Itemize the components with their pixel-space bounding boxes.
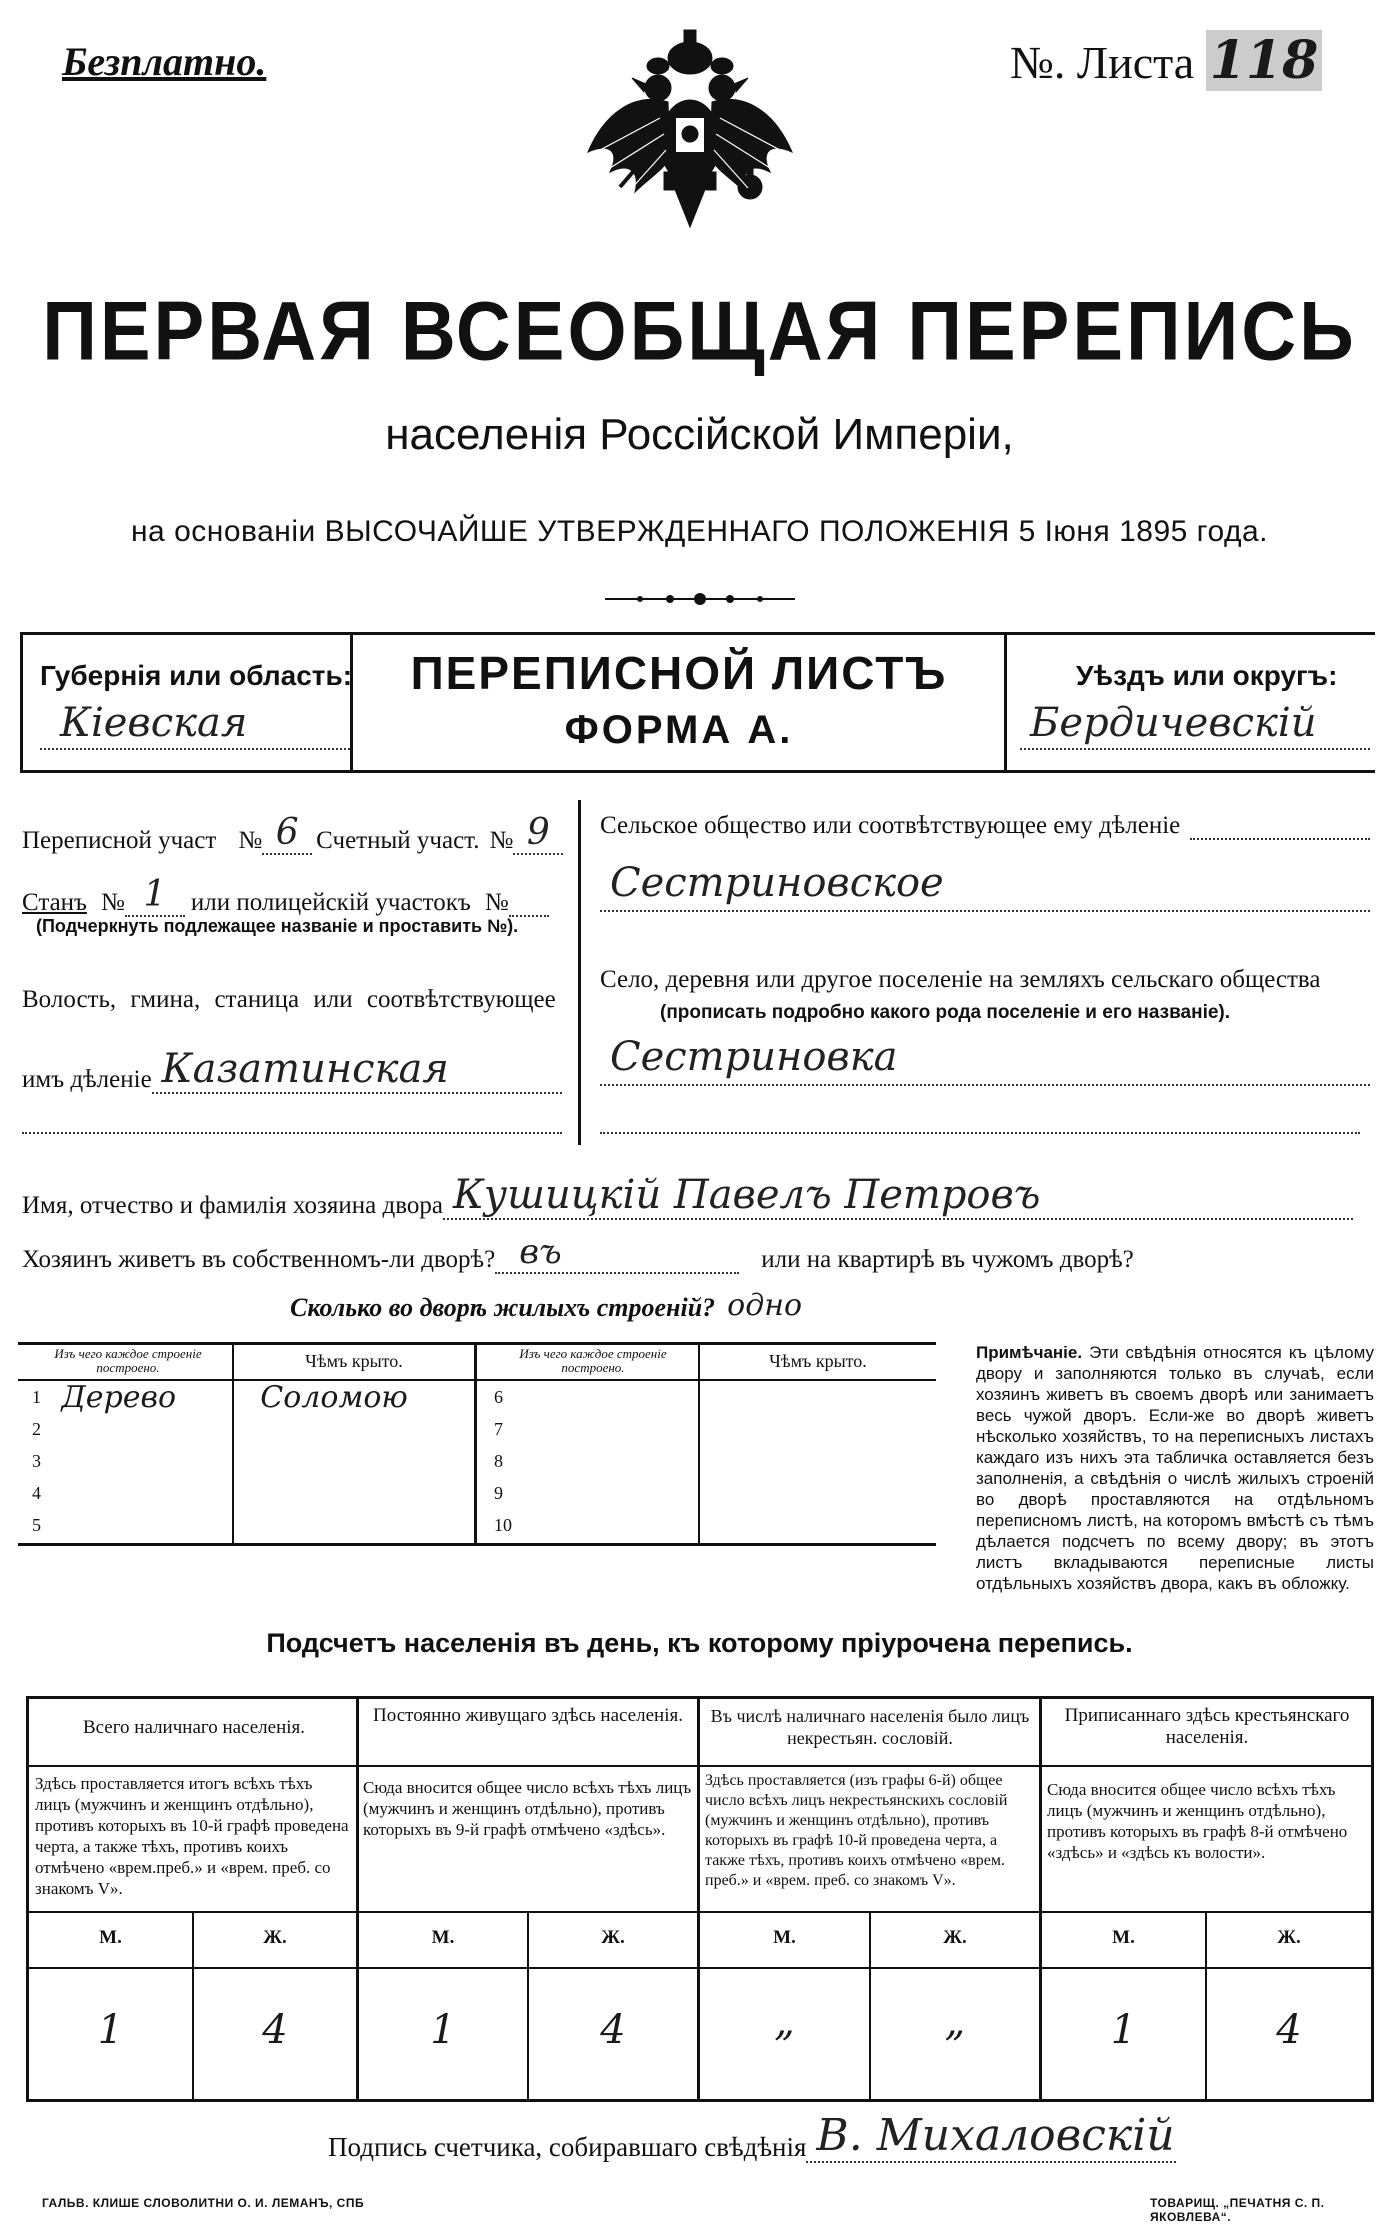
form-header-left-border (20, 632, 23, 770)
signature-label: Подпись счетчика, собиравшаго свѣдѣнія (328, 2132, 807, 2162)
sheet-number (1010, 30, 1322, 91)
uezd-label: Уѣздъ или округъ: (1076, 660, 1338, 691)
count-col4-desc: Сюда вносится общее число всѣхъ тѣхъ лицъ (мужчинъ и женщинъ отдѣльно), противъ которыхъ въ графѣ 8-й отмѣчено «здѣсь» и «здѣсь къ волости». (1047, 1780, 1348, 1862)
owner-name-row (22, 1172, 1353, 1220)
footer-left: ГАЛЬВ. КЛИШЕ СЛОВОЛИТНИ О. И. ЛЕМАНЪ, СПБ (42, 2196, 365, 2210)
count-col2-f-label: Ж. (601, 1927, 625, 1948)
owner-name-label: Имя, отчество и фамилія хозяина двора (22, 1192, 443, 1219)
schet-uchastok-num-label: № (489, 827, 514, 854)
volost-value: Казатинская (152, 1046, 562, 1094)
obshchestvo-row (600, 812, 1370, 840)
row-number: 1 (32, 1386, 41, 1407)
count-col1-m-value: 1 (97, 2007, 124, 2053)
count-col2-head: Постоянно живущаго здѣсь населенія. (373, 1705, 683, 1726)
count-col3-m-value: „ (774, 1999, 795, 2045)
owner-lives-row (22, 1232, 1134, 1274)
sheet-number-value: 118 (1206, 30, 1323, 91)
main-title: ПЕРВАЯ ВСЕОБЩАЯ ПЕРЕПИСЬ (42, 284, 1357, 379)
count-col3-head: Въ числѣ наличнаго населенія было лицъ некрестьян. сословій. (710, 1706, 1030, 1748)
table-row (480, 1477, 936, 1509)
table-row (480, 1413, 936, 1445)
obshchestvo-fill (1190, 838, 1370, 840)
count-col4-head: Приписаннаго здѣсь крестьянскаго населенія. (1064, 1705, 1350, 1748)
table-row (18, 1381, 474, 1413)
form-title: ПЕРЕПИСНОЙ ЛИСТЪ (410, 647, 948, 699)
delenie-label: имъ дѣленіе (22, 1066, 152, 1093)
selo-note: (прописать подробно какого рода поселеніе и его названіе). (660, 1002, 1231, 1023)
count-desc-line (29, 1911, 1371, 1913)
count-col1-m-label: М. (99, 1927, 122, 1948)
table-row (18, 1477, 474, 1509)
count-col3-m-label: М. (773, 1927, 796, 1948)
row-roof: Соломою (260, 1379, 408, 1415)
buildings-col-roof-right: Чѣмъ крыто. (769, 1351, 867, 1371)
row-number: 3 (32, 1450, 41, 1471)
perepis-uchastok-label: Переписной участ (22, 827, 217, 854)
buildings-table (18, 1342, 936, 1546)
perepis-uchastok-num-label: № (238, 827, 263, 854)
row-number: 8 (494, 1450, 503, 1471)
row-number: 7 (494, 1418, 503, 1439)
row-number: 5 (32, 1514, 41, 1535)
volost-extra-line (22, 1132, 562, 1134)
selo-value: Сестриновка (600, 1034, 1370, 1086)
location-divider (578, 800, 581, 1145)
selo-extra-line (600, 1132, 1360, 1134)
free-label: Безплатно. (62, 39, 267, 84)
underline-note: (Подчеркнуть подлежащее названіе и проставить №). (36, 916, 519, 936)
buildings-value: одно (727, 1288, 803, 1323)
note-block (976, 1342, 1374, 1594)
count-col4-f-label: Ж. (1277, 1927, 1301, 1948)
count-col4-m-label: М. (1112, 1927, 1135, 1948)
row-number: 6 (494, 1386, 503, 1407)
stan-value: 1 (125, 874, 185, 917)
count-col2-desc: Сюда вносится общее число всѣхъ тѣхъ лицъ (мужчинъ и женщинъ отдѣльно), противъ которыхъ въ 9-й графѣ отмѣчено «здѣсь». (363, 1778, 692, 1839)
schet-uchastok-value: 9 (513, 812, 563, 855)
row-number: 9 (494, 1482, 503, 1503)
table-row (18, 1509, 474, 1541)
perepis-uchastok-value: 6 (262, 812, 312, 855)
count-mf-line (29, 1967, 1371, 1969)
footer-right: ТОВАРИЩ. „ПЕЧАТНЯ С. П. ЯКОВЛЕВА“. (1150, 2196, 1325, 2224)
note-text: Эти свѣдѣнія относятся къ цѣлому двору и заполняются только въ случаѣ, если хозяинъ живетъ въ своемъ дворѣ или занимаетъ весь чужой дворъ. Если-же во дворѣ живетъ нѣсколько хозяйствъ, то на переписныхъ листахъ каждаго изъ нихъ эта табличка оставляется безъ заполненія, а свѣдѣнія о числѣ жилыхъ строеній во дворѣ проставляются на отдѣльномъ переписномъ листѣ, на которомъ вмѣстѣ съ тѣмъ дѣлается подсчетъ по всему двору; въ этотъ листъ вкладываются переписные листы отдѣльныхъ хозяйствъ двора, какъ въ обложку. (976, 1343, 1374, 1593)
count-col1-f-value: 4 (262, 2007, 288, 2053)
owner-name-value: Кушицкій Павелъ Петровъ (443, 1172, 1353, 1220)
signature-value: В. Михаловскій (806, 2110, 1176, 2163)
buildings-label: Сколько во дворѣ жилыхъ строеній? (290, 1293, 716, 1322)
imperial-eagle-emblem (580, 22, 800, 252)
gubernia-value: Кіевская (40, 700, 350, 750)
table-row (480, 1445, 936, 1477)
count-col1-f-label: Ж. (263, 1927, 287, 1948)
count-title: Подсчетъ населенія въ день, къ которому пріурочена перепись. (266, 1628, 1133, 1658)
perepis-uchastok-row (22, 812, 563, 855)
count-col1-head: Всего наличнаго населенія. (82, 1717, 306, 1738)
count-col2-m-label: М. (431, 1927, 455, 1948)
count-col4-f-value: 4 (1276, 2007, 1302, 2053)
gubernia-label: Губернія или область: (40, 660, 353, 691)
police-label: или полицейскій участокъ (190, 889, 471, 916)
form-title-divider-right (1004, 632, 1007, 770)
stan-row (22, 874, 549, 917)
buildings-table-mid-divider (474, 1345, 477, 1543)
count-col2-f-value: 4 (600, 2007, 626, 2053)
owner-or-label: или на квартирѣ въ чужомъ дворѣ? (761, 1246, 1134, 1273)
schet-uchastok-label: Счетный участ. (316, 827, 480, 854)
count-col4-m-value: 1 (1110, 2007, 1137, 2053)
sheet-number-label: №. Листа (1010, 37, 1195, 88)
obshchestvo-value: Сестриновское (600, 860, 1370, 912)
volost-row (22, 1046, 562, 1094)
form-title-divider-left (350, 632, 353, 770)
owner-lives-value: въ (495, 1232, 739, 1274)
ornament-divider (600, 584, 800, 614)
buildings-row (290, 1288, 802, 1323)
subtitle: населенія Россійской Имперіи, (385, 410, 1014, 459)
buildings-col-material-left: Изъ чего каждое строеніе построено. (54, 1346, 202, 1375)
basis-line: на основаніи ВЫСОЧАЙШЕ УТВЕРЖДЕННАГО ПОЛОЖЕНІЯ 5 Іюня 1895 года. (130, 515, 1268, 548)
count-table (26, 1696, 1374, 2102)
count-col3-f-label: Ж. (943, 1927, 967, 1948)
row-number: 10 (494, 1514, 512, 1535)
table-row (18, 1445, 474, 1477)
owner-lives-label: Хозяинъ живетъ въ собственномъ-ли дворѣ? (22, 1246, 496, 1273)
row-number: 4 (32, 1482, 41, 1503)
count-col2-m-value: 1 (430, 2007, 456, 2053)
buildings-col-material-right: Изъ чего каждое строеніе построено. (519, 1346, 667, 1375)
selo-label: Село, деревня или другое поселеніе на земляхъ сельскаго общества (600, 966, 1321, 993)
buildings-right-rows (480, 1381, 936, 1541)
volost-label: Волость, гмина, станица или соотвѣтствующее (22, 986, 556, 1013)
buildings-left-rows (18, 1381, 474, 1541)
signature-row (328, 2110, 1176, 2163)
note-title: Примѣчаніе. (976, 1343, 1083, 1362)
row-material: Дерево (61, 1379, 177, 1415)
police-num-label: № (484, 889, 509, 916)
table-row (18, 1413, 474, 1445)
row-number: 2 (32, 1418, 41, 1439)
count-col3-desc: Здѣсь проставляется (изъ графы 6-й) общее число всѣхъ лицъ некрестьянскихъ сословій (мужчинъ и женщинъ отдѣльно), противъ которыхъ въ графѣ 10-й проведена черта, а также тѣхъ, противъ коихъ отмѣчено «врем. преб.» и «врем. преб. со знакомъ V». (705, 1772, 1008, 1889)
count-col1-desc: Здѣсь проставляется итогъ всѣхъ тѣхъ лицъ (мужчинъ и женщинъ отдѣльно), противъ которыхъ въ 10-й графѣ проведена черта, а также тѣхъ, противъ коихъ отмѣчено «врем.преб.» и «врем. преб. со знакомъ V». (35, 1774, 349, 1898)
stan-num-label: № (100, 889, 125, 916)
stan-label: Станъ (22, 889, 87, 916)
obshchestvo-label: Сельское общество или соотвѣтствующее ему дѣленіе (600, 812, 1181, 839)
count-head-line (29, 1765, 1371, 1767)
table-row (480, 1381, 936, 1413)
uezd-value: Бердичевскій (1020, 700, 1370, 750)
form-subtitle: ФОРМА А. (564, 708, 794, 752)
table-row (480, 1509, 936, 1541)
buildings-col-roof-left: Чѣмъ крыто. (305, 1351, 403, 1371)
count-col3-f-value: „ (944, 1999, 966, 2045)
